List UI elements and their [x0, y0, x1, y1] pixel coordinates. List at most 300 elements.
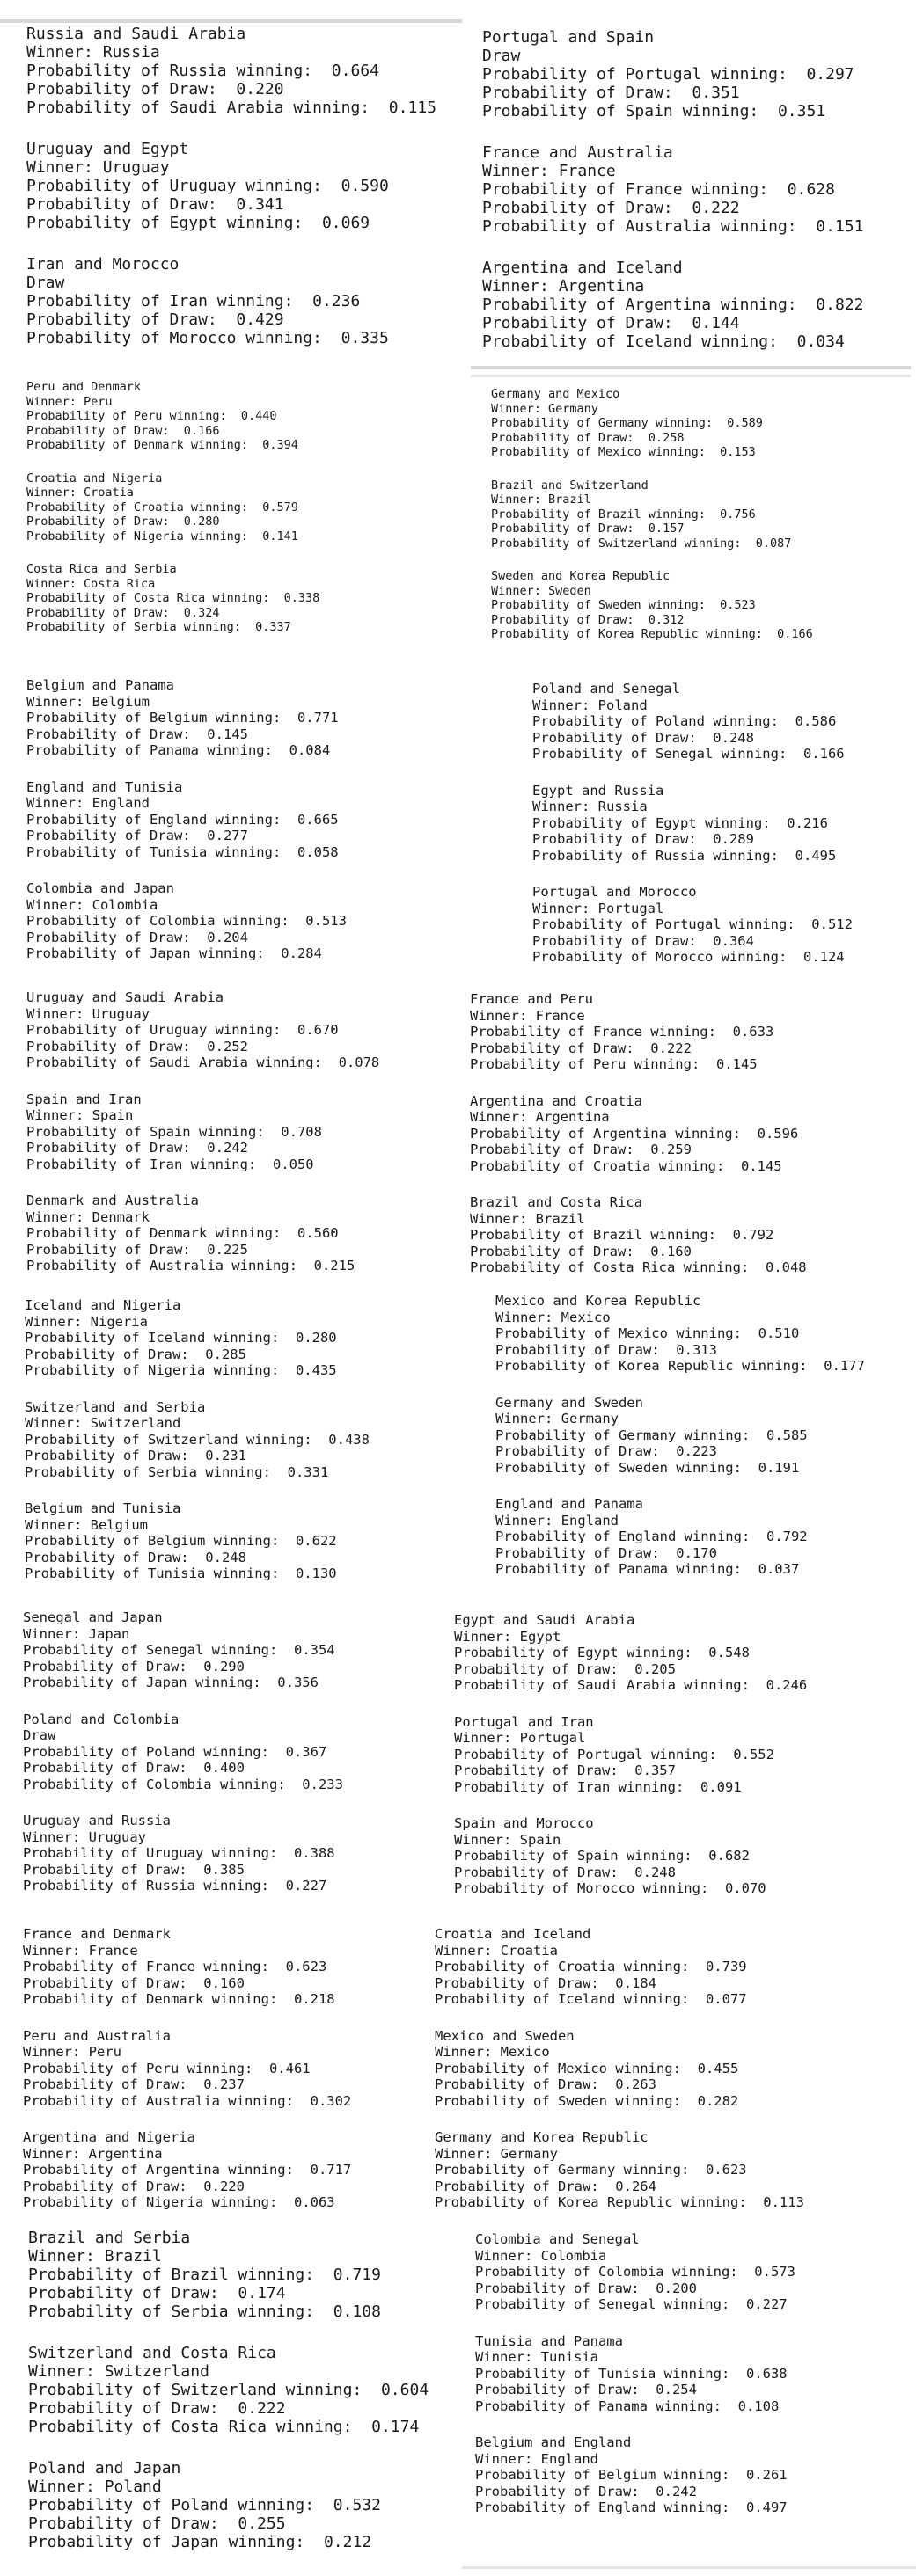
draw-probability: Probability of Draw: 0.204	[26, 929, 248, 945]
team2-win-probability: Probability of Korea Republic winning: 0.166	[491, 627, 813, 641]
team1-win-probability: Probability of Sweden winning: 0.523	[491, 598, 756, 612]
match-block	[25, 1297, 370, 1379]
match-teams: France and Denmark	[23, 1926, 171, 1942]
match-result: Winner: Spain	[454, 1831, 561, 1848]
match-block	[25, 1500, 370, 1582]
match-block	[454, 1612, 807, 1694]
match-block	[23, 2129, 351, 2211]
team1-win-probability: Probability of Colombia winning: 0.573	[475, 2264, 795, 2280]
match-result: Winner: Japan	[23, 1625, 130, 1642]
match-result: Winner: Germany	[495, 1411, 619, 1427]
match-block	[435, 1926, 804, 2008]
team2-win-probability: Probability of Spain winning: 0.351	[482, 102, 826, 120]
match-block	[26, 779, 347, 861]
draw-probability: Probability of Draw: 0.184	[435, 1974, 656, 1991]
team1-win-probability: Probability of Germany winning: 0.589	[491, 416, 763, 430]
match-teams: Portugal and Morocco	[532, 884, 697, 900]
panel-group-g1	[26, 677, 347, 982]
match-teams: Denmark and Australia	[26, 1193, 199, 1208]
match-teams: Tunisia and Panama	[475, 2332, 623, 2349]
team2-win-probability: Probability of Denmark winning: 0.218	[23, 1991, 335, 2007]
match-result: Winner: Portugal	[454, 1730, 586, 1746]
panel-group-a3	[454, 1612, 807, 1917]
draw-probability: Probability of Draw: 0.144	[482, 314, 740, 332]
team1-win-probability: Probability of Belgium winning: 0.771	[26, 710, 339, 726]
team1-win-probability: Probability of Argentina winning: 0.717	[23, 2162, 352, 2178]
team2-win-probability: Probability of Senegal winning: 0.227	[475, 2296, 788, 2312]
match-result: Winner: Colombia	[475, 2247, 607, 2264]
panel-group-f1	[491, 387, 813, 660]
match-teams: Croatia and Nigeria	[26, 471, 163, 485]
draw-probability: Probability of Draw: 0.157	[491, 522, 685, 536]
team1-win-probability: Probability of Germany winning: 0.585	[495, 1427, 808, 1443]
match-teams: Portugal and Iran	[454, 1713, 594, 1730]
match-result: Winner: France	[470, 1007, 585, 1024]
match-result: Winner: France	[482, 162, 616, 180]
draw-probability: Probability of Draw: 0.351	[482, 84, 740, 102]
team2-win-probability: Probability of Saudi Arabia winning: 0.078	[26, 1054, 380, 1070]
match-teams: Poland and Colombia	[23, 1711, 180, 1727]
match-result: Winner: Sweden	[491, 583, 591, 598]
match-block	[532, 681, 853, 763]
panel-group-h1	[532, 681, 853, 986]
match-result: Winner: Portugal	[532, 900, 664, 916]
match-result: Winner: England	[26, 795, 150, 811]
team1-win-probability: Probability of Tunisia winning: 0.638	[475, 2365, 788, 2382]
team1-win-probability: Probability of Portugal winning: 0.552	[454, 1746, 774, 1762]
match-teams: Iran and Morocco	[26, 255, 180, 274]
team2-win-probability: Probability of Japan winning: 0.356	[23, 1675, 319, 1690]
team2-win-probability: Probability of Panama winning: 0.037	[495, 1561, 800, 1577]
team2-win-probability: Probability of Nigeria winning: 0.435	[25, 1362, 337, 1378]
draw-probability: Probability of Draw: 0.220	[23, 2178, 245, 2194]
match-block	[470, 991, 807, 1073]
match-block	[23, 1813, 343, 1894]
draw-probability: Probability of Draw: 0.242	[475, 2483, 697, 2499]
match-result: Winner: Argentina	[482, 277, 645, 296]
match-block	[23, 1609, 343, 1691]
match-result: Winner: Colombia	[26, 896, 158, 913]
match-block	[28, 2459, 429, 2551]
match-block	[26, 140, 436, 232]
team2-win-probability: Probability of Egypt winning: 0.069	[26, 214, 370, 232]
match-teams: Colombia and Senegal	[475, 2231, 640, 2247]
match-block	[454, 1815, 807, 1897]
match-result: Winner: Egypt	[454, 1628, 561, 1645]
match-result: Winner: Costa Rica	[26, 576, 156, 591]
panel-group-d3	[435, 1926, 804, 2231]
team1-win-probability: Probability of Belgium winning: 0.622	[25, 1533, 337, 1549]
match-teams: Uruguay and Egypt	[26, 140, 189, 158]
team2-win-probability: Probability of Serbia winning: 0.337	[26, 620, 291, 634]
match-teams: Brazil and Serbia	[28, 2229, 191, 2247]
team2-win-probability: Probability of Panama winning: 0.084	[26, 742, 331, 758]
team1-win-probability: Probability of Egypt winning: 0.548	[454, 1645, 750, 1660]
draw-probability: Probability of Draw: 0.255	[28, 2514, 286, 2533]
match-result: Winner: Brazil	[470, 1210, 585, 1227]
team1-win-probability: Probability of Brazil winning: 0.719	[28, 2266, 381, 2284]
team1-win-probability: Probability of Spain winning: 0.682	[454, 1848, 750, 1864]
team2-win-probability: Probability of Senegal winning: 0.166	[532, 746, 845, 762]
match-result: Winner: Peru	[23, 2044, 121, 2060]
match-teams: Poland and Senegal	[532, 681, 680, 697]
match-teams: Egypt and Russia	[532, 782, 664, 799]
team1-win-probability: Probability of Iceland winning: 0.280	[25, 1330, 337, 1346]
match-block	[25, 1399, 370, 1481]
draw-probability: Probability of Draw: 0.231	[25, 1448, 246, 1463]
team1-win-probability: Probability of France winning: 0.633	[470, 1024, 774, 1040]
draw-probability: Probability of Draw: 0.277	[26, 828, 248, 843]
match-block	[26, 471, 319, 544]
match-result: Winner: Belgium	[26, 693, 150, 710]
team1-win-probability: Probability of Denmark winning: 0.560	[26, 1225, 339, 1241]
team1-win-probability: Probability of Germany winning: 0.623	[435, 2162, 747, 2178]
match-teams: Germany and Mexico	[491, 387, 620, 401]
match-block	[475, 2434, 795, 2516]
match-block	[26, 255, 436, 347]
match-teams: Uruguay and Saudi Arabia	[26, 989, 224, 1005]
match-result: Winner: Poland	[28, 2477, 162, 2496]
match-result: Winner: Mexico	[435, 2044, 550, 2060]
team1-win-probability: Probability of Peru winning: 0.461	[23, 2060, 311, 2076]
match-result: Winner: Russia	[26, 43, 160, 62]
team2-win-probability: Probability of Costa Rica winning: 0.174	[28, 2418, 420, 2436]
team1-win-probability: Probability of Poland winning: 0.532	[28, 2496, 381, 2514]
match-teams: Brazil and Switzerland	[491, 478, 649, 493]
match-result: Winner: Spain	[26, 1107, 134, 1123]
draw-probability: Probability of Draw: 0.429	[26, 310, 284, 329]
match-block	[470, 1194, 807, 1276]
match-teams: Portugal and Spain	[482, 28, 655, 47]
draw-probability: Probability of Draw: 0.285	[25, 1346, 246, 1362]
draw-probability: Probability of Draw: 0.225	[26, 1241, 248, 1258]
draw-probability: Probability of Draw: 0.289	[532, 831, 754, 847]
draw-probability: Probability of Draw: 0.248	[25, 1549, 246, 1565]
match-block	[435, 2028, 804, 2110]
team2-win-probability: Probability of Panama winning: 0.108	[475, 2397, 780, 2414]
team2-win-probability: Probability of Korea Republic winning: 0.177	[495, 1358, 865, 1374]
match-result: Winner: Uruguay	[26, 158, 170, 177]
draw-probability: Probability of Draw: 0.280	[26, 514, 220, 529]
match-block	[26, 562, 319, 635]
match-teams: Argentina and Iceland	[482, 259, 683, 277]
draw-probability: Probability of Draw: 0.205	[454, 1660, 676, 1677]
team2-win-probability: Probability of England winning: 0.497	[475, 2499, 788, 2515]
match-block	[470, 1093, 807, 1175]
match-result: Winner: Brazil	[491, 493, 591, 507]
team2-win-probability: Probability of Morocco winning: 0.124	[532, 949, 845, 965]
match-teams: Brazil and Costa Rica	[470, 1194, 642, 1210]
draw-probability: Probability of Draw: 0.222	[482, 199, 740, 217]
team1-win-probability: Probability of Belgium winning: 0.261	[475, 2467, 788, 2483]
match-block	[491, 569, 813, 642]
team2-win-probability: Probability of Croatia winning: 0.145	[470, 1157, 782, 1174]
match-block	[26, 25, 436, 117]
match-result: Winner: Poland	[532, 697, 648, 713]
team1-win-probability: Probability of France winning: 0.623	[23, 1959, 327, 1974]
match-block	[475, 2333, 795, 2415]
match-result: Draw	[26, 274, 65, 292]
team1-win-probability: Probability of Colombia winning: 0.513	[26, 913, 347, 929]
match-result: Winner: Mexico	[495, 1309, 611, 1325]
match-result: Draw	[482, 47, 521, 65]
match-block	[26, 380, 319, 453]
draw-probability: Probability of Draw: 0.259	[470, 1142, 692, 1157]
match-teams: Russia and Saudi Arabia	[26, 25, 246, 43]
draw-probability: Probability of Draw: 0.237	[23, 2076, 245, 2092]
team2-win-probability: Probability of Russia winning: 0.227	[23, 1878, 327, 1894]
match-teams: Switzerland and Serbia	[25, 1398, 206, 1415]
draw-probability: Probability of Draw: 0.357	[454, 1762, 676, 1778]
team1-win-probability: Probability of Switzerland winning: 0.604	[28, 2381, 429, 2399]
team1-win-probability: Probability of Brazil winning: 0.792	[470, 1227, 774, 1243]
draw-probability: Probability of Draw: 0.312	[491, 612, 685, 627]
panel-group-h3b	[475, 2231, 795, 2536]
panel-group-d2	[25, 1297, 370, 1602]
match-teams: Belgium and Tunisia	[25, 1500, 181, 1516]
match-result: Winner: Uruguay	[23, 1828, 146, 1845]
team2-win-probability: Probability of Tunisia winning: 0.058	[26, 843, 339, 860]
match-result: Winner: Brazil	[28, 2247, 162, 2266]
match-block	[26, 1193, 379, 1274]
match-teams: Egypt and Saudi Arabia	[454, 1612, 635, 1628]
match-result: Winner: Tunisia	[475, 2349, 598, 2365]
team1-win-probability: Probability of Croatia winning: 0.579	[26, 500, 298, 514]
draw-probability: Probability of Draw: 0.200	[475, 2280, 697, 2296]
team2-win-probability: Probability of Iceland winning: 0.034	[482, 332, 845, 351]
team2-win-probability: Probability of Morocco winning: 0.070	[454, 1880, 766, 1896]
team2-win-probability: Probability of Mexico winning: 0.153	[491, 445, 756, 459]
match-teams: Sweden and Korea Republic	[491, 569, 671, 583]
match-result: Winner: Switzerland	[28, 2362, 209, 2381]
draw-probability: Probability of Draw: 0.248	[532, 729, 754, 746]
team1-win-probability: Probability of France winning: 0.628	[482, 180, 835, 199]
match-block	[26, 677, 347, 759]
match-result: Winner: Peru	[26, 394, 113, 409]
draw-probability: Probability of Draw: 0.242	[26, 1140, 248, 1156]
match-result: Winner: Nigeria	[25, 1313, 148, 1330]
team2-win-probability: Probability of Iran winning: 0.091	[454, 1778, 742, 1795]
draw-probability: Probability of Draw: 0.145	[26, 726, 248, 742]
team2-win-probability: Probability of Denmark winning: 0.394	[26, 438, 298, 452]
match-result: Winner: Croatia	[26, 485, 134, 500]
team2-win-probability: Probability of Peru winning: 0.145	[470, 1056, 758, 1072]
match-teams: Mexico and Sweden	[435, 2027, 575, 2044]
team2-win-probability: Probability of Australia winning: 0.215	[26, 1258, 355, 1273]
team2-win-probability: Probability of Russia winning: 0.495	[532, 847, 837, 864]
team1-win-probability: Probability of Croatia winning: 0.739	[435, 1959, 747, 1974]
match-teams: Senegal and Japan	[23, 1609, 163, 1625]
match-teams: Germany and Korea Republic	[435, 2129, 649, 2145]
match-block	[23, 2028, 351, 2110]
match-teams: Poland and Japan	[28, 2459, 181, 2477]
draw-probability: Probability of Draw: 0.160	[23, 1974, 245, 1991]
match-result: Draw	[23, 1727, 56, 1743]
team1-win-probability: Probability of Poland winning: 0.367	[23, 1743, 327, 1760]
draw-probability: Probability of Draw: 0.385	[23, 1861, 245, 1878]
team1-win-probability: Probability of Portugal winning: 0.297	[482, 65, 854, 84]
team2-win-probability: Probability of Iceland winning: 0.077	[435, 1991, 747, 2007]
match-teams: Croatia and Iceland	[435, 1926, 591, 1942]
team2-win-probability: Probability of Australia winning: 0.151	[482, 217, 864, 236]
team1-win-probability: Probability of Uruguay winning: 0.670	[26, 1022, 339, 1038]
match-block	[435, 2129, 804, 2211]
team1-win-probability: Probability of England winning: 0.792	[495, 1529, 808, 1544]
team2-win-probability: Probability of Switzerland winning: 0.087	[491, 536, 792, 551]
match-result: Winner: Germany	[435, 2145, 558, 2162]
team1-win-probability: Probability of Mexico winning: 0.455	[435, 2060, 739, 2076]
match-result: Winner: Belgium	[25, 1516, 148, 1533]
match-block	[482, 28, 863, 120]
match-block	[532, 884, 853, 966]
panel-group-a1	[26, 25, 436, 370]
match-teams: Belgium and Panama	[26, 677, 174, 693]
team2-win-probability: Probability of Tunisia winning: 0.130	[25, 1565, 337, 1581]
match-block	[491, 478, 813, 551]
match-block	[495, 1496, 865, 1578]
match-block	[482, 143, 863, 236]
top-separator-left	[0, 19, 462, 23]
draw-probability: Probability of Draw: 0.364	[532, 932, 754, 949]
match-block	[482, 259, 863, 351]
separator-right-2	[471, 375, 911, 377]
draw-probability: Probability of Draw: 0.290	[23, 1658, 245, 1675]
match-teams: Iceland and Nigeria	[25, 1297, 181, 1313]
match-block	[495, 1395, 865, 1477]
match-teams: Spain and Iran	[26, 1091, 142, 1107]
draw-probability: Probability of Draw: 0.220	[26, 80, 284, 99]
team2-win-probability: Probability of Saudi Arabia winning: 0.115	[26, 99, 436, 117]
panel-group-a2	[26, 989, 379, 1295]
draw-probability: Probability of Draw: 0.264	[435, 2178, 656, 2194]
team1-win-probability: Probability of Costa Rica winning: 0.338	[26, 591, 320, 605]
team2-win-probability: Probability of Korea Republic winning: 0.113	[435, 2194, 804, 2210]
draw-probability: Probability of Draw: 0.254	[475, 2382, 697, 2397]
match-result: Winner: Denmark	[26, 1208, 150, 1225]
match-result: Winner: Uruguay	[26, 1005, 150, 1022]
team2-win-probability: Probability of Japan winning: 0.284	[26, 945, 322, 961]
match-result: Winner: Argentina	[470, 1109, 610, 1125]
panel-group-c1	[26, 380, 319, 653]
draw-probability: Probability of Draw: 0.263	[435, 2076, 656, 2092]
match-teams: Argentina and Croatia	[470, 1092, 642, 1109]
team1-win-probability: Probability of Egypt winning: 0.216	[532, 814, 828, 831]
team1-win-probability: Probability of Spain winning: 0.708	[26, 1123, 322, 1140]
match-teams: Switzerland and Costa Rica	[28, 2344, 276, 2362]
panel-group-h3	[23, 1609, 343, 1915]
match-block	[532, 783, 853, 865]
team1-win-probability: Probability of Argentina winning: 0.822	[482, 296, 864, 314]
match-block	[475, 2231, 795, 2313]
match-teams: Belgium and England	[475, 2434, 632, 2450]
team2-win-probability: Probability of Nigeria winning: 0.063	[23, 2194, 335, 2210]
team1-win-probability: Probability of Switzerland winning: 0.438	[25, 1431, 370, 1448]
match-block	[26, 1091, 379, 1173]
panel-group-f2	[495, 1293, 865, 1598]
team2-win-probability: Probability of Sweden winning: 0.282	[435, 2092, 739, 2109]
match-teams: Colombia and Japan	[26, 880, 174, 896]
panel-group-c2	[470, 991, 807, 1296]
match-result: Winner: Switzerland	[25, 1415, 181, 1431]
match-teams: Costa Rica and Serbia	[26, 562, 177, 576]
match-teams: Germany and Sweden	[495, 1394, 643, 1411]
team2-win-probability: Probability of Colombia winning: 0.233	[23, 1776, 343, 1792]
match-teams: Peru and Denmark	[26, 380, 142, 394]
match-teams: Spain and Morocco	[454, 1815, 594, 1831]
team2-win-probability: Probability of Australia winning: 0.302	[23, 2092, 352, 2109]
match-result: Winner: England	[475, 2450, 598, 2467]
team2-win-probability: Probability of Saudi Arabia winning: 0.246	[454, 1677, 808, 1693]
team2-win-probability: Probability of Costa Rica winning: 0.048	[470, 1259, 807, 1275]
draw-probability: Probability of Draw: 0.324	[26, 605, 220, 620]
draw-probability: Probability of Draw: 0.400	[23, 1760, 245, 1776]
match-block	[495, 1293, 865, 1375]
match-block	[28, 2229, 429, 2321]
team1-win-probability: Probability of Uruguay winning: 0.388	[23, 1845, 335, 1861]
match-block	[26, 880, 347, 962]
match-teams: Peru and Australia	[23, 2027, 171, 2044]
draw-probability: Probability of Draw: 0.222	[28, 2399, 286, 2418]
draw-probability: Probability of Draw: 0.313	[495, 1341, 717, 1358]
team1-win-probability: Probability of Mexico winning: 0.510	[495, 1325, 800, 1341]
draw-probability: Probability of Draw: 0.222	[470, 1040, 692, 1056]
panel-group-c3	[23, 1926, 351, 2231]
match-teams: England and Tunisia	[26, 778, 183, 795]
team1-win-probability: Probability of Peru winning: 0.440	[26, 409, 277, 423]
team1-win-probability: Probability of Uruguay winning: 0.590	[26, 177, 389, 195]
team1-win-probability: Probability of Poland winning: 0.586	[532, 713, 837, 729]
team1-win-probability: Probability of Iran winning: 0.236	[26, 292, 361, 310]
draw-probability: Probability of Draw: 0.174	[28, 2284, 286, 2302]
match-result: Winner: Croatia	[435, 1942, 558, 1959]
draw-probability: Probability of Draw: 0.166	[26, 423, 220, 438]
bottom-separator-right	[462, 2566, 916, 2569]
match-block	[28, 2344, 429, 2436]
team1-win-probability: Probability of Argentina winning: 0.596	[470, 1125, 799, 1142]
match-block	[23, 1926, 351, 2008]
match-teams: Uruguay and Russia	[23, 1813, 171, 1828]
match-result: Winner: Germany	[491, 401, 598, 416]
team2-win-probability: Probability of Serbia winning: 0.108	[28, 2302, 381, 2321]
team1-win-probability: Probability of England winning: 0.665	[26, 811, 339, 828]
team2-win-probability: Probability of Morocco winning: 0.335	[26, 329, 389, 347]
draw-probability: Probability of Draw: 0.252	[26, 1038, 248, 1054]
panel-group-b1	[482, 28, 863, 374]
draw-probability: Probability of Draw: 0.160	[470, 1243, 692, 1259]
team1-win-probability: Probability of Portugal winning: 0.512	[532, 916, 853, 932]
match-result: Winner: England	[495, 1512, 619, 1529]
match-teams: Argentina and Nigeria	[23, 2129, 195, 2145]
team1-win-probability: Probability of Brazil winning: 0.756	[491, 507, 756, 522]
draw-probability: Probability of Draw: 0.223	[495, 1443, 717, 1459]
match-block	[491, 387, 813, 460]
draw-probability: Probability of Draw: 0.258	[491, 430, 685, 445]
team2-win-probability: Probability of Sweden winning: 0.191	[495, 1459, 800, 1476]
team1-win-probability: Probability of Senegal winning: 0.354	[23, 1642, 335, 1658]
match-block	[454, 1714, 807, 1796]
draw-probability: Probability of Draw: 0.170	[495, 1544, 717, 1561]
match-teams: France and Australia	[482, 143, 673, 162]
match-result: Winner: Argentina	[23, 2145, 163, 2162]
team2-win-probability: Probability of Iran winning: 0.050	[26, 1156, 314, 1172]
draw-probability: Probability of Draw: 0.248	[454, 1864, 676, 1880]
team2-win-probability: Probability of Serbia winning: 0.331	[25, 1463, 329, 1480]
match-teams: France and Peru	[470, 991, 593, 1007]
team1-win-probability: Probability of Russia winning: 0.664	[26, 62, 379, 80]
team2-win-probability: Probability of Nigeria winning: 0.141	[26, 529, 298, 544]
panel-group-e3	[28, 2229, 429, 2574]
draw-probability: Probability of Draw: 0.341	[26, 195, 284, 214]
